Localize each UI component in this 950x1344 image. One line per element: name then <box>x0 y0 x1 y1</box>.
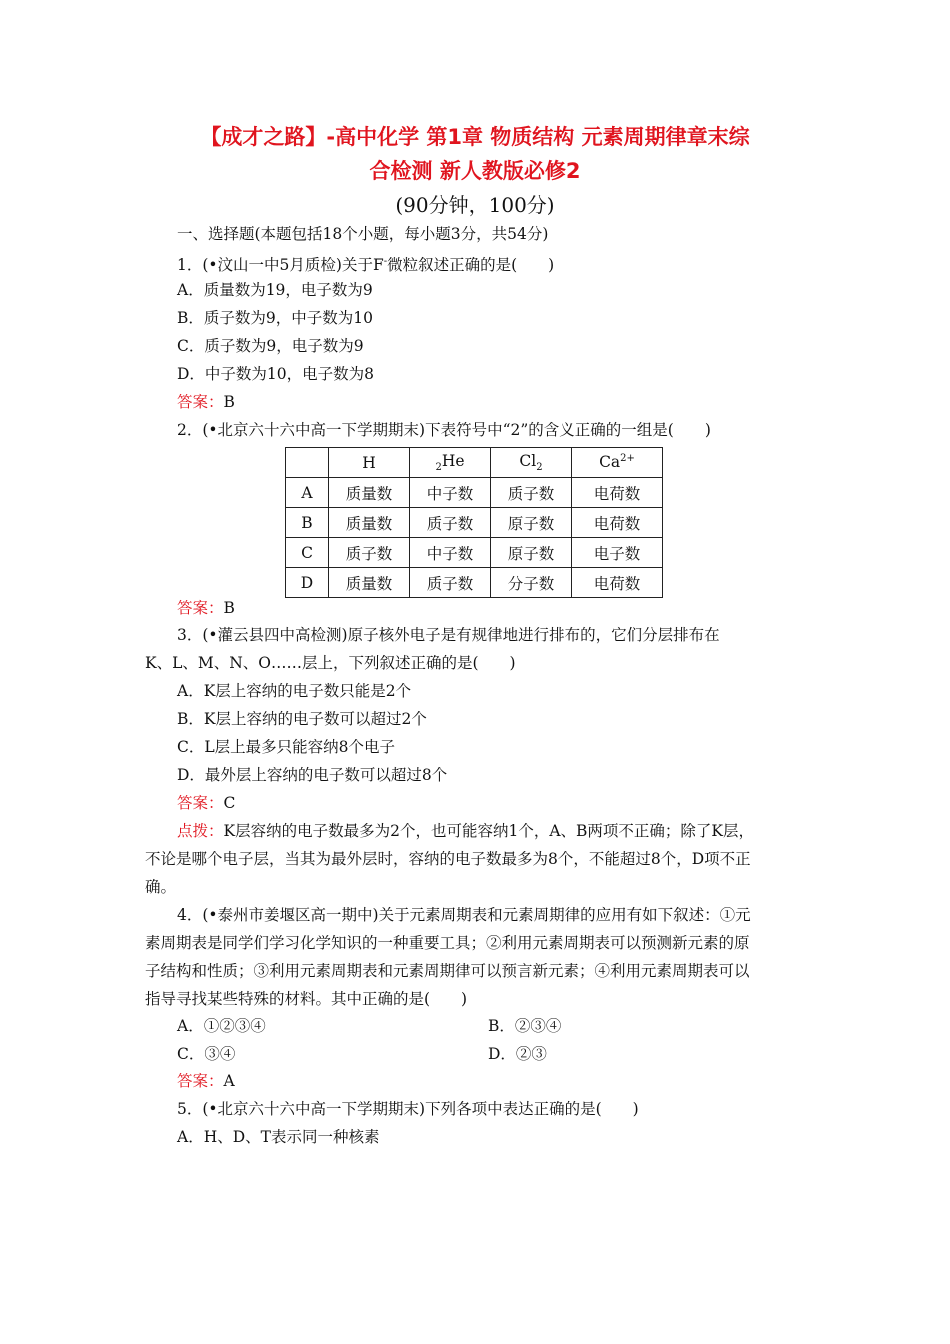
header-he: $_2$He <box>410 448 491 478</box>
q4-stem-line-3: 子结构和性质；③利用元素周期表和元素周期律可以预言新元素；④利用元素周期表可以 <box>145 962 750 980</box>
q5-option-a: A．H、D、T表示同一种核素 <box>177 1128 380 1146</box>
q4-option-b: B．②③④ <box>488 1017 562 1035</box>
document-title-line-1: 【成才之路】-高中化学 第1章 物质结构 元素周期律章末综 <box>200 125 750 149</box>
table-cell: 中子数 <box>410 538 491 568</box>
table-cell: 质子数 <box>410 508 491 538</box>
table-corner-cell <box>286 448 329 478</box>
q1-option-d: D．中子数为10，电子数为8 <box>177 365 375 383</box>
q4-option-a: A．①②③④ <box>177 1017 266 1035</box>
table-cell: 质量数 <box>329 508 410 538</box>
q3-answer: 答案：C <box>177 794 236 812</box>
table-cell: 质子数 <box>329 538 410 568</box>
q1-stem: 1．(•汶山一中5月质检)关于F-微粒叙述正确的是( ) <box>177 256 555 275</box>
section-heading: 一、选择题(本题包括18个小题，每小题3分，共54分) <box>177 225 549 243</box>
table-row <box>286 538 663 568</box>
q1-option-a: A．质量数为19，电子数为9 <box>177 281 373 299</box>
table-cell: 分子数 <box>491 568 572 598</box>
table-row <box>286 508 663 538</box>
q4-option-d: D．②③ <box>488 1045 547 1063</box>
table-row <box>286 478 663 508</box>
q3-option-c: C．L层上最多只能容纳8个电子 <box>177 738 396 756</box>
header-cl: $Cl_2$ <box>491 448 572 478</box>
q3-hint-line-3: 确。 <box>145 878 177 896</box>
q2-answer: 答案：B <box>177 599 235 617</box>
table-cell: 电荷数 <box>572 478 663 508</box>
header-ca: $Ca^{2+}$ <box>572 448 663 478</box>
table-cell: 电子数 <box>572 538 663 568</box>
table-cell: 质量数 <box>329 478 410 508</box>
q2-stem: 2．(•北京六十六中高一下学期期末)下表符号中“2”的含义正确的一组是( ) <box>177 421 711 439</box>
q1-option-c: C．质子数为9，电子数为9 <box>177 337 364 355</box>
q3-stem-line-1: 3．(•灌云县四中高检测)原子核外电子是有规律地进行排布的，它们分层排布在 <box>177 626 720 644</box>
table-cell: 原子数 <box>491 538 572 568</box>
table-cell: 中子数 <box>410 478 491 508</box>
table-row <box>286 568 663 598</box>
q3-option-d: D．最外层上容纳的电子数可以超过8个 <box>177 766 448 784</box>
q2-meaning-table <box>285 447 663 598</box>
q4-answer: 答案：A <box>177 1072 235 1090</box>
row-label: A <box>286 478 329 508</box>
table-header-row <box>286 448 663 478</box>
q3-hint-line-1: 点拨：K层容纳的电子数最多为2个，也可能容纳1个，A、B两项不正确；除了K层， <box>177 822 754 840</box>
row-label: B <box>286 508 329 538</box>
table-cell: 质子数 <box>410 568 491 598</box>
q5-stem: 5．(•北京六十六中高一下学期期末)下列各项中表达正确的是( ) <box>177 1100 639 1118</box>
q4-option-c: C．③④ <box>177 1045 236 1063</box>
header-h: H <box>329 448 410 478</box>
q3-stem-line-2: K、L、M、N、O……层上，下列叙述正确的是( ) <box>145 654 516 672</box>
q3-option-b: B．K层上容纳的电子数可以超过2个 <box>177 710 427 728</box>
q3-hint-line-2: 不论是哪个电子层，当其为最外层时，容纳的电子数最多为8个，不能超过8个，D项不正 <box>145 850 751 868</box>
q4-stem-line-4: 指导寻找某些特殊的材料。其中正确的是( ) <box>145 990 468 1008</box>
row-label: C <box>286 538 329 568</box>
q1-option-b: B．质子数为9，中子数为10 <box>177 309 373 327</box>
document-title-line-2: 合检测 新人教版必修2 <box>369 159 581 183</box>
exam-duration-score: (90分钟，100分) <box>395 193 555 217</box>
row-label: D <box>286 568 329 598</box>
q1-answer: 答案：B <box>177 393 235 411</box>
table-cell: 电荷数 <box>572 508 663 538</box>
q4-stem-line-2: 素周期表是同学们学习化学知识的一种重要工具；②利用元素周期表可以预测新元素的原 <box>145 934 750 952</box>
q4-stem-line-1: 4．(•泰州市姜堰区高一期中)关于元素周期表和元素周期律的应用有如下叙述：①元 <box>177 906 751 924</box>
q3-option-a: A．K层上容纳的电子数只能是2个 <box>177 682 412 700</box>
table-cell: 质子数 <box>491 478 572 508</box>
table-cell: 电荷数 <box>572 568 663 598</box>
table-cell: 质量数 <box>329 568 410 598</box>
table-cell: 原子数 <box>491 508 572 538</box>
